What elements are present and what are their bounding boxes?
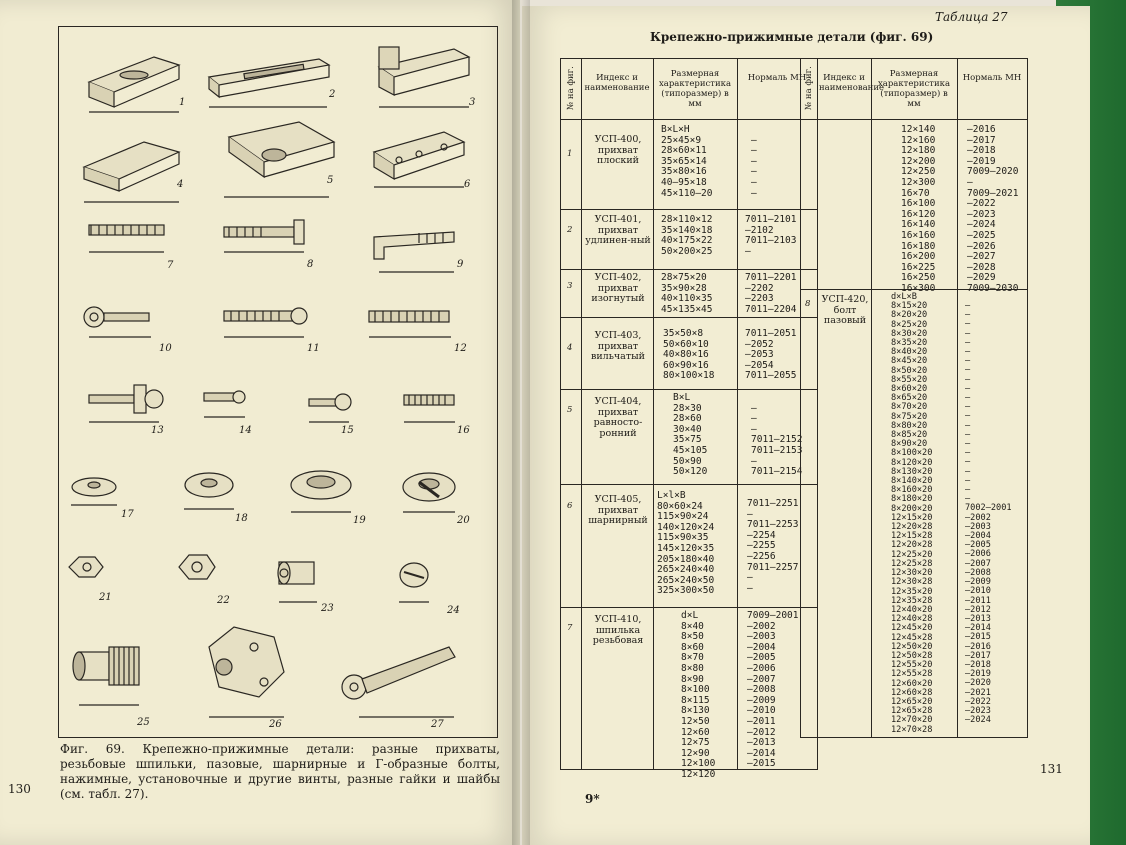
row-7-normals: 7009—2001 —2002 —2003 —2004 —2005 —2006 —2007 —2008 —2009 —2010 —2011 —2012 —2013 —2014 —2015 (747, 610, 799, 770)
part-12-drawing (369, 311, 451, 337)
row-2-sizes: 28×110×12 35×140×18 40×175×22 50×200×25 (661, 214, 713, 257)
part-number-9: 9 (457, 259, 464, 270)
part-number-26: 26 (269, 719, 282, 730)
part-18-drawing (184, 473, 234, 509)
row-3-name: УСП-402, прихват изогнутый (591, 272, 645, 305)
continued-sizes: 12×140 12×160 12×180 12×200 12×250 12×300 16×70 16×100 16×120 16×140 16×160 16×180 16×200 16×225 16×250 16×300 (901, 124, 936, 294)
part-15-drawing (309, 394, 351, 422)
row-6-fig: 6 (567, 501, 573, 511)
row-8-sizes: d×L×B 8×15×20 8×20×20 8×25×20 8×30×20 8×35×20 8×40×20 8×45×20 8×50×20 8×55×20 8×60×20 8×65×20 8×70×20 8×75×20 8×80×20 8×85×20 8×90×20 8×100×20 8×120×20 8×130×20 8×140×20 8×160×20 8×180×20 8×200×20 12×15×20 12×20×28 12×15×28 12×20×28 12×25×20 12×25×28 12×30×20 12×30×28 12×35×20 12×35×28 12×40×20 12×40×28 12×45×20 12×45×28 12×50×20 12×50×28 12×55×20 12×55×28 12×60×20 12×60×28 12×65×20 12×65×28 12×70×20 12×70×28 (891, 292, 933, 735)
row-7-name: УСП-410, шпилька резьбовая (592, 614, 644, 647)
row-6-normals: 7011—2251 — 7011—2253 —2254 —2255 —2256 7011—2257 — — (747, 498, 799, 594)
row-3-normals: 7011—2201 —2202 —2203 7011—2204 (745, 272, 797, 315)
part-1-drawing (89, 57, 179, 112)
part-number-10: 10 (159, 343, 172, 354)
part-number-7: 7 (167, 260, 174, 271)
part-8-drawing (224, 220, 304, 252)
part-22-drawing (179, 555, 215, 579)
row-5-name: УСП-404, прихват равносто-ронний (593, 396, 643, 439)
part-5-drawing (224, 122, 334, 197)
row-1-fig: 1 (567, 149, 573, 159)
row-8-normals: — — — — — — — — — — — — — — — — — — — — — — 7002—2001 —2002 —2003 —2004 —2005 —2006 —2007 —2008 —2009 —2010 —2011 —2012 —2013 —2014 —2015 —2016 —2017 —2018 —2019 —2020 —2021 —2022 —2023 —2024 (965, 301, 1012, 726)
part-14-drawing (204, 391, 245, 417)
part-20-drawing (403, 473, 455, 512)
part-number-1: 1 (179, 97, 186, 108)
header-size: Размерная характеристика (типоразмер) в мм (658, 69, 732, 109)
part-number-11: 11 (307, 343, 320, 354)
part-number-25: 25 (137, 717, 150, 728)
table-right-half (800, 58, 1028, 738)
part-number-15: 15 (341, 425, 354, 436)
row-8-fig: 8 (805, 299, 811, 309)
part-number-16: 16 (457, 425, 470, 436)
book-gutter (512, 0, 530, 845)
printer-signature: 9* (585, 792, 600, 806)
part-number-20: 20 (457, 515, 470, 526)
header-fig-no: № на фиг. (566, 66, 576, 110)
part-number-22: 22 (217, 595, 230, 606)
part-19-drawing (291, 471, 351, 512)
part-11-drawing (224, 308, 307, 337)
row-7-sizes: d×L 8×40 8×50 8×60 8×70 8×80 8×90 8×100 8×115 8×130 12×50 12×60 12×75 12×90 12×100 12×120 (681, 610, 716, 780)
part-number-14: 14 (239, 425, 252, 436)
part-27-drawing (342, 647, 455, 717)
part-21-drawing (69, 557, 103, 577)
part-number-27: 27 (431, 719, 444, 730)
row-6-sizes: L×l×B 80×60×24 115×90×24 140×120×24 115×90×35 145×120×35 205×180×40 265×240×40 265×240×50 325×300×50 (657, 490, 715, 597)
part-24-drawing (399, 563, 429, 602)
part-17-drawing (71, 478, 117, 505)
figure-frame (58, 26, 498, 738)
row-2-fig: 2 (567, 225, 573, 235)
part-number-23: 23 (321, 603, 334, 614)
header-size-2: Размерная характеристика (типоразмер) в мм (877, 69, 951, 109)
table-label: Таблица 27 (935, 10, 1008, 24)
part-16-drawing (404, 395, 455, 422)
row-2-normals: 7011—2101 —2102 7011—2103 — (745, 214, 797, 257)
part-number-4: 4 (177, 179, 184, 190)
table-left-half (560, 58, 818, 780)
part-13-drawing (89, 385, 163, 422)
part-3-drawing (379, 47, 469, 107)
part-number-17: 17 (121, 509, 134, 520)
row-1-name: УСП-400, прихват плоский (594, 134, 642, 167)
part-number-13: 13 (151, 425, 164, 436)
row-8-name: УСП-420, болт пазовый (821, 294, 869, 327)
figure-caption: Фиг. 69. Крепежно-прижимные детали: разные прихваты, резьбовые шпильки, пазовые, шарнирные и Г-образные болты, нажимные, установочные и другие винты, разные гайки и шайбы (см. табл. 27). (60, 742, 500, 801)
header-fig-no-2: № на фиг. (804, 66, 814, 110)
row-4-sizes: 35×50×8 50×60×10 40×80×16 60×90×16 80×100×18 (663, 328, 715, 382)
row-2-name: УСП-401, прихват удлинен-ный (585, 214, 651, 247)
part-number-2: 2 (329, 89, 336, 100)
row-4-name: УСП-403, прихват вильчатый (591, 330, 645, 363)
row-5-fig: 5 (567, 405, 573, 415)
part-25-drawing (73, 647, 139, 705)
continued-normals: —2016 —2017 —2018 —2019 7009—2020 — 7009—2021 —2022 —2023 —2024 —2025 —2026 —2027 —2028 —2029 7009—2030 (967, 124, 1019, 294)
row-1-sizes: B×L×H 25×45×9 28×60×11 35×65×14 35×80×16 40—95×18 45×110—20 (661, 124, 713, 199)
part-number-21: 21 (99, 592, 112, 603)
part-4-drawing (84, 142, 179, 202)
part-23-drawing (278, 562, 317, 602)
part-9-drawing (374, 232, 454, 272)
part-number-12: 12 (454, 343, 467, 354)
header-index-2: Индекс и наименование (819, 73, 885, 93)
part-number-5: 5 (327, 175, 334, 186)
part-number-24: 24 (447, 605, 460, 616)
part-10-drawing (84, 307, 151, 337)
part-26-drawing (209, 627, 284, 717)
row-5-normals: — — — 7011—2152 7011—2153 — 7011—2154 (751, 402, 803, 478)
row-3-fig: 3 (567, 281, 573, 291)
table-title: Крепежно-прижимные детали (фиг. 69) (650, 30, 934, 44)
row-7-fig: 7 (567, 623, 573, 633)
part-number-18: 18 (235, 513, 248, 524)
row-1-normals: — — — — — — (751, 134, 757, 199)
page-number-right: 131 (1040, 762, 1063, 776)
header-normal-2: Нормаль МН (962, 73, 1022, 83)
header-normal: Нормаль МН (747, 73, 807, 83)
part-7-drawing (89, 225, 164, 252)
row-4-fig: 4 (567, 343, 573, 353)
part-number-6: 6 (464, 179, 471, 190)
figure-drawings (59, 27, 497, 737)
page-number-left: 130 (8, 782, 31, 796)
part-number-3: 3 (469, 97, 476, 108)
part-2-drawing (209, 59, 329, 107)
part-number-19: 19 (353, 515, 366, 526)
row-3-sizes: 28×75×20 35×90×28 40×110×35 45×135×45 (661, 272, 713, 315)
part-6-drawing (374, 132, 464, 187)
header-index: Индекс и наименование (584, 73, 650, 93)
row-6-name: УСП-405, прихват шарнирный (588, 494, 648, 527)
part-number-8: 8 (307, 259, 314, 270)
row-4-normals: 7011—2051 —2052 —2053 —2054 7011—2055 (745, 328, 797, 382)
row-5-sizes: B×L 28×30 28×60 30×40 35×75 45×105 50×90 50×120 (673, 392, 708, 478)
